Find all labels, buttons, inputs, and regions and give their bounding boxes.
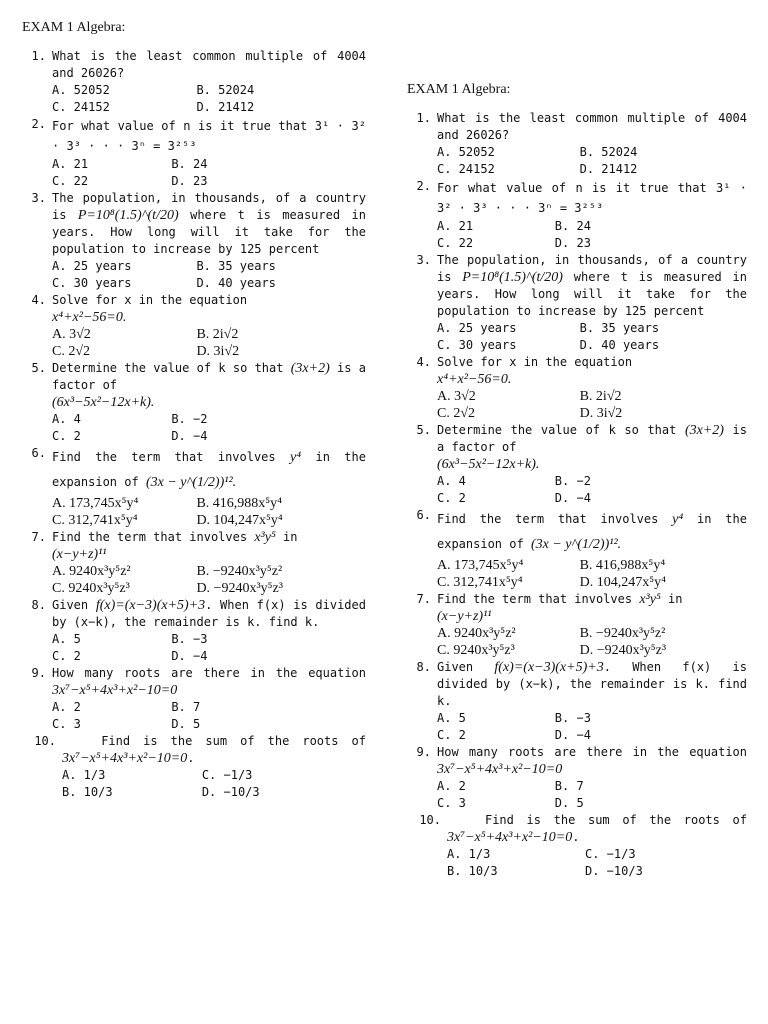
option-d: D. 5 [554,796,584,810]
population-formula: P=10⁸(1.5)^(t/20) [462,270,563,285]
question-number: 10. [419,813,441,827]
option-c: C. 30 years [437,338,517,352]
option-c: C. 2 [437,728,466,742]
question-3 [22,190,366,292]
option-d: D. 21412 [579,162,638,176]
question-list [22,48,366,801]
question-text: Find is the sum of the roots of 3x⁷−x⁵+4x³+x²−10=0. [447,813,747,845]
option-c: C. 3 [437,796,466,810]
option-b: B. −3 [554,711,591,725]
option-a: A. 5 [437,711,466,725]
option-b: B. 7 [171,700,201,714]
question-9 [22,665,366,733]
option-d: D. 3i√2 [579,406,623,421]
option-b: B. 416,988x⁵y⁴ [196,496,283,511]
option-c: C. −1/3 [201,768,253,782]
question-text: Find the term that involves y⁴ in the expansion of (3x − y^(1/2))¹². [52,450,366,490]
question-6 [22,445,366,529]
question-5 [22,360,366,445]
question-number: 9. [416,745,431,759]
question-text: For what value of n is it true that 3¹ · 3² · 3³ · · · 3ⁿ = 3²⁵³ [52,119,366,153]
option-b: B. −2 [554,474,591,488]
option-b: B. −3 [171,632,208,646]
question-number: 5. [416,423,431,437]
question-number: 2. [416,179,431,193]
option-a: A. 173,745x⁵y⁴ [437,558,524,573]
question-number: 7. [31,530,46,544]
option-b: B. −9240x³y⁵z² [196,564,283,579]
exam-title: EXAM 1 Algebra: [22,20,126,35]
option-d: D. −9240x³y⁵z³ [579,643,667,658]
question-number: 6. [416,508,431,522]
option-d: D. −10/3 [201,785,260,799]
question-number: 8. [31,598,46,612]
question-2 [22,116,366,190]
question-10 [22,733,366,801]
option-c: C. 2 [52,649,81,663]
question-text: Solve for x in the equation x⁴+x²−56=0. [437,355,633,387]
option-a: A. 4 [437,474,466,488]
option-d: D. 5 [171,717,201,731]
question-number: 1. [31,49,46,63]
question-8 [407,659,747,744]
option-c: C. 30 years [52,276,132,290]
question-list [407,110,747,880]
option-b: B. 10/3 [447,864,498,878]
option-b: B. 24 [554,219,591,233]
question-text: How many roots are there in the equation 3x⁷−x⁵+4x³+x²−10=0 [52,666,366,698]
question-6 [407,507,747,591]
option-b: B. 416,988x⁵y⁴ [579,558,666,573]
option-c: C. 22 [52,174,89,188]
question-text: Determine the value of k so that (3x+2) is a factor of (6x³−5x²−12x+k). [52,361,366,410]
question-text: The population, in thousands, of a country is P=10⁸(1.5)^(t/20) where t is measured in years. How long will it take for the population to increase by 125 percent [437,253,747,318]
question-8 [22,597,366,665]
option-a: A. 3√2 [437,389,476,404]
option-a: A. 21 [437,219,474,233]
option-c: C. 24152 [52,100,110,114]
option-c: C. 2√2 [52,344,91,359]
question-text: Find is the sum of the roots of 3x⁷−x⁵+4x³+x²−10=0. [62,734,366,766]
option-c: C. 2 [52,429,81,443]
option-a: A. 1/3 [447,847,491,861]
exam-title: EXAM 1 Algebra: [407,82,511,97]
question-4 [407,354,747,422]
equation: x⁴+x²−56=0. [52,310,127,325]
question-1 [22,48,366,116]
option-d: D. −4 [554,728,591,742]
option-c: C. 24152 [437,162,495,176]
option-d: D. 3i√2 [196,344,240,359]
option-b: B. 2i√2 [196,327,239,342]
question-number: 4. [416,355,431,369]
population-formula: P=10⁸(1.5)^(t/20) [77,208,179,223]
question-7 [22,529,366,597]
option-c: C. −1/3 [585,847,636,861]
option-d: D. 21412 [196,100,255,114]
option-d: D. 104,247x⁵y⁴ [579,575,666,590]
question-text: Determine the value of k so that (3x+2) is a factor of (6x³−5x²−12x+k). [437,423,747,472]
option-c: C. 22 [437,236,474,250]
question-number: 2. [31,117,46,131]
question-number: 4. [31,293,46,307]
question-number: 3. [31,191,46,205]
option-c: C. 2 [437,491,466,505]
option-c: C. 312,741x⁵y⁴ [52,513,138,528]
option-a: A. 2 [437,779,466,793]
option-b: B. −9240x³y⁵z² [579,626,666,641]
question-7 [407,591,747,659]
question-text: Given f(x)=(x−3)(x+5)+3. When f(x) is divided by (x−k), the remainder is k. find k. [52,598,366,629]
option-b: B. 35 years [196,259,276,273]
question-text: Given f(x)=(x−3)(x+5)+3. When f(x) is divided by (x−k), the remainder is k. find k. [437,660,747,708]
option-b: B. 52024 [579,145,638,159]
option-c: C. 312,741x⁵y⁴ [437,575,523,590]
option-a: A. 4 [52,412,81,426]
option-d: D. 40 years [579,338,660,352]
option-b: B. 2i√2 [579,389,622,404]
option-c: C. 9240x³y⁵z³ [52,581,130,596]
exam-column-left [22,20,366,801]
option-a: A. 1/3 [62,768,106,782]
question-10 [407,812,747,880]
question-number: 7. [416,592,431,606]
question-number: 1. [416,111,431,125]
question-text: Find the term that involves y⁴ in the expansion of (3x − y^(1/2))¹². [437,512,747,552]
question-text: How many roots are there in the equation 3x⁷−x⁵+4x³+x²−10=0 [437,745,747,777]
question-1 [407,110,747,178]
option-d: D. −4 [554,491,591,505]
option-a: A. 52052 [52,83,110,97]
question-2 [407,178,747,252]
option-d: D. −9240x³y⁵z³ [196,581,283,596]
option-b: B. 7 [554,779,584,793]
exam-column-right [407,82,747,880]
question-number: 6. [31,446,46,460]
option-d: D. 40 years [196,276,276,290]
question-5 [407,422,747,507]
question-text: Solve for x in the equation x⁴+x²−56=0. [52,293,248,325]
option-a: A. 52052 [437,145,495,159]
question-number: 5. [31,361,46,375]
equation: x⁴+x²−56=0. [437,372,512,387]
option-a: A. 25 years [52,259,132,273]
question-text: For what value of n is it true that 3¹ · 3² · 3³ · · · 3ⁿ = 3²⁵³ [437,181,747,215]
option-a: A. 21 [52,157,89,171]
option-b: B. 35 years [579,321,660,335]
option-a: A. 3√2 [52,327,91,342]
question-3 [407,252,747,354]
option-a: A. 25 years [437,321,517,335]
question-number: 3. [416,253,431,267]
option-d: D. −4 [171,429,208,443]
option-a: A. 9240x³y⁵z² [437,626,516,641]
option-b: B. 52024 [196,83,255,97]
option-d: D. 23 [171,174,208,188]
option-d: D. 104,247x⁵y⁴ [196,513,283,528]
question-number: 8. [416,660,431,674]
option-d: D. 23 [554,236,591,250]
option-c: C. 3 [52,717,81,731]
question-text: Find the term that involves x³y⁵ in (x−y+z)¹¹ [52,530,298,562]
question-text: Find the term that involves x³y⁵ in (x−y+z)¹¹ [437,592,683,624]
question-number: 10. [34,734,56,748]
option-d: D. −4 [171,649,208,663]
option-b: B. 10/3 [62,785,113,799]
option-c: C. 2√2 [437,406,476,421]
option-c: C. 9240x³y⁵z³ [437,643,515,658]
question-4 [22,292,366,360]
option-a: A. 173,745x⁵y⁴ [52,496,139,511]
question-text: The population, in thousands, of a country is P=10⁸(1.5)^(t/20) where t is measured in years. How long will it take for the population to increase by 125 percent [52,191,366,256]
option-a: A. 9240x³y⁵z² [52,564,131,579]
question-number: 9. [31,666,46,680]
option-d: D. −10/3 [585,864,643,878]
option-a: A. 2 [52,700,81,714]
option-b: B. 24 [171,157,208,171]
question-text: What is the least common multiple of 4004 and 26026? [437,111,747,142]
question-text: What is the least common multiple of 4004 and 26026? [52,49,366,80]
question-9 [407,744,747,812]
option-b: B. −2 [171,412,208,426]
option-a: A. 5 [52,632,81,646]
